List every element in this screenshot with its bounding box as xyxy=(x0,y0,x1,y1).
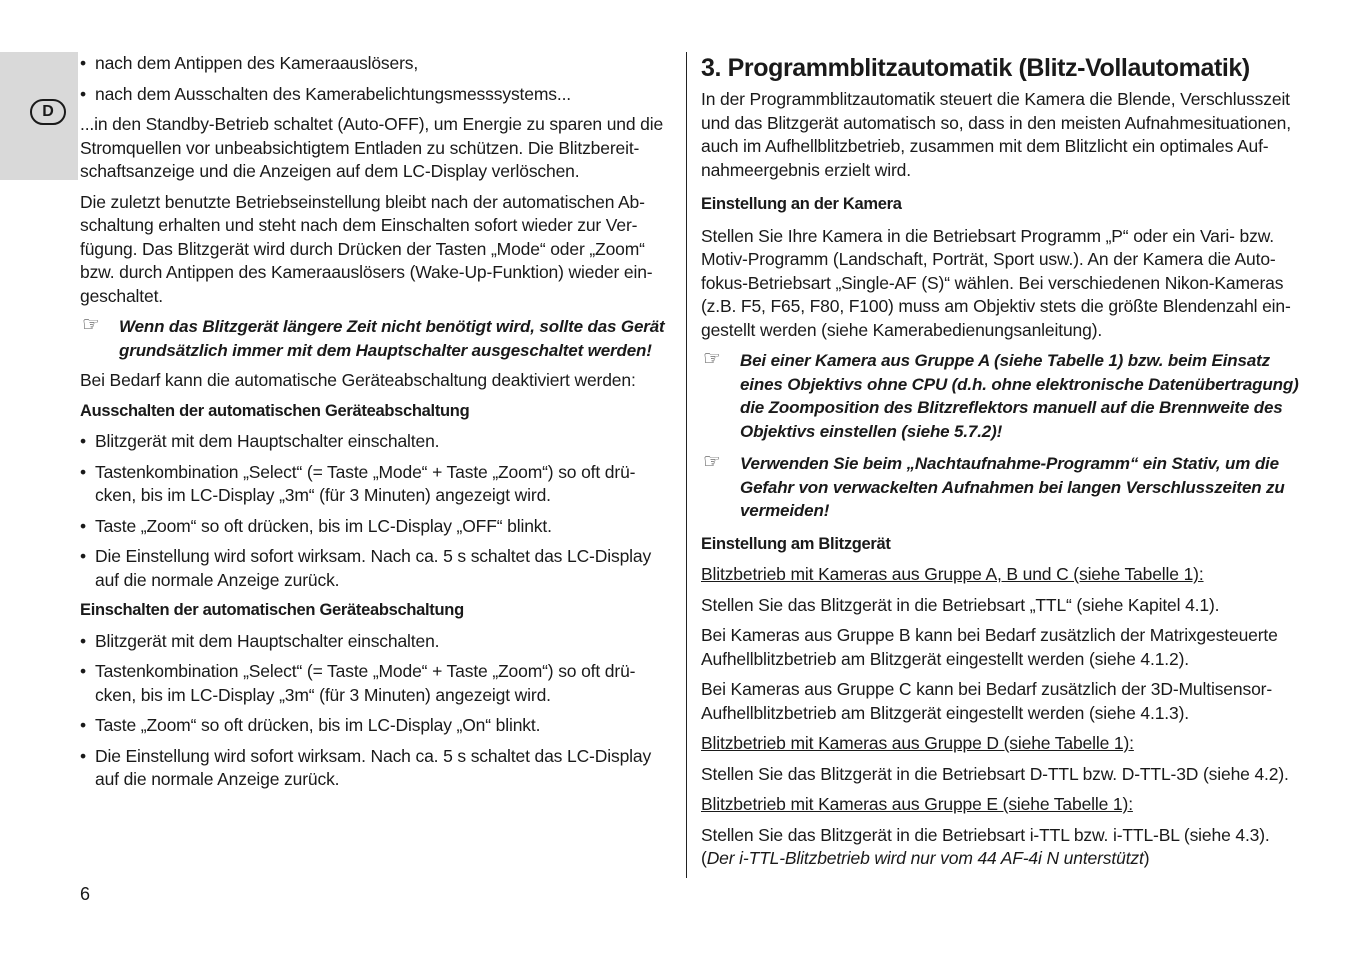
text-line: und das Blitzgerät automatisch so, dass in den meisten Aufnahmesituationen, xyxy=(701,112,1291,133)
on-step xyxy=(80,660,680,707)
text-line: (z.B. F5, F65, F80, F100) muss am Objektiv stets die größte Blendenzahl ein- xyxy=(701,296,1291,316)
text-line: nahmeergebnis erzielt wird. xyxy=(701,159,911,180)
hint-line: eines Objektivs ohne CPU (d.h. ohne elektronische Datenübertragung) xyxy=(740,374,1299,394)
text-line: Stellen Sie Ihre Kamera in die Betriebsart Programm „P“ oder ein Vari- bzw. xyxy=(701,225,1274,246)
left-column xyxy=(80,52,680,792)
text-line: Aufhellblitzbetrieb am Blitzgerät eingestellt werden (siehe 4.1.2). xyxy=(701,648,1189,669)
text-line: auch im Aufhellblitzbetrieb, zusammen mit dem Blitzlicht ein optimales Auf- xyxy=(701,136,1269,156)
on-step xyxy=(80,714,680,738)
language-badge: D xyxy=(30,99,66,125)
group-abc-heading: Blitzbetrieb mit Kameras aus Gruppe A, B und C (siehe Tabelle 1): xyxy=(701,564,1204,584)
settings-paragraph xyxy=(80,191,680,309)
text-line: Stromquellen vor unbeabsichtigtem Entladen zu schützen. Die Blitzbereit- xyxy=(80,137,640,158)
pointing-hand-icon: ☞ xyxy=(703,348,721,370)
hint-line: Bei einer Kamera aus Gruppe A (siehe Tabelle 1) bzw. beim Einsatz xyxy=(740,351,1271,370)
group-e-paragraph xyxy=(701,824,1306,871)
text-line: auf die normale Anzeige zurück. xyxy=(95,569,340,590)
text-line: Die zuletzt benutzte Betriebseinstellung bleibt nach der automatischen Ab- xyxy=(80,191,645,212)
text-line: fügung. Das Blitzgerät wird durch Drücken der Tasten „Mode“ oder „Zoom“ xyxy=(80,238,645,259)
hint-line: vermeiden! xyxy=(740,501,830,520)
text-line: ...in den Standby-Betrieb schaltet (Auto-OFF), um Energie zu sparen und die xyxy=(80,114,664,134)
hint-note xyxy=(701,349,1306,443)
text-line: Blitzgerät mit dem Hauptschalter einschalten. xyxy=(95,630,440,651)
text-line: In der Programmblitzautomatik steuert die Kamera die Blende, Verschlusszeit xyxy=(701,89,1290,109)
camera-paragraph xyxy=(701,225,1306,343)
text-line: schaltung erhalten und steht nach dem Einschalten sofort wieder zur Ver- xyxy=(80,215,638,235)
right-column xyxy=(701,52,1306,871)
text-line: Bei Kameras aus Gruppe B kann bei Bedarf zusätzlich der Matrixgesteuerte xyxy=(701,625,1278,645)
group-d-heading: Blitzbetrieb mit Kameras aus Gruppe D (siehe Tabelle 1): xyxy=(701,733,1134,753)
group-d-text: Stellen Sie das Blitzgerät in die Betriebsart D-TTL bzw. D-TTL-3D (siehe 4.2). xyxy=(701,763,1289,784)
hint-line: Objektivs einstellen (siehe 5.7.2)! xyxy=(740,421,1003,441)
text-line: auf die normale Anzeige zurück. xyxy=(95,769,340,789)
on-step xyxy=(80,630,680,654)
group-b-paragraph xyxy=(701,624,1306,671)
hint-line: Verwenden Sie beim „Nachtaufnahme-Programm“ ein Stativ, um die xyxy=(740,454,1279,473)
bedarf-text: Bei Bedarf kann die automatische Geräteabschaltung deaktiviert werden: xyxy=(80,370,636,390)
group-abc-text: Stellen Sie das Blitzgerät in die Betriebsart „TTL“ (siehe Kapitel 4.1). xyxy=(701,594,1220,615)
text-line: cken, bis im LC-Display „3m“ (für 3 Minuten) angezeigt wird. xyxy=(95,684,551,705)
text-line: • Die Einstellung wird sofort wirksam. Nach ca. 5 s schaltet das LC-Display xyxy=(95,745,652,766)
pointing-hand-icon: ☞ xyxy=(703,451,721,473)
text-line xyxy=(701,847,1306,871)
text-line: geschaltet. xyxy=(80,285,163,306)
intro-bullet: • nach dem Antippen des Kameraauslösers, xyxy=(80,52,680,76)
text-line: Motiv-Programm (Landschaft, Porträt, Sport usw.). An der Kamera die Auto- xyxy=(701,249,1276,269)
page-number: 6 xyxy=(80,884,90,904)
paren-close: ) xyxy=(1143,848,1150,868)
hint-line: Wenn das Blitzgerät längere Zeit nicht benötigt wird, sollte das Gerät xyxy=(119,317,665,336)
flash-heading: Einstellung am Blitzgerät xyxy=(701,534,891,553)
italic-note: Der i-TTL-Blitzbetrieb wird nur vom 44 AF-4i N unterstützt xyxy=(706,848,1144,868)
text-line: Aufhellblitzbetrieb am Blitzgerät eingestellt werden (siehe 4.1.3). xyxy=(701,702,1189,723)
hint-line: die Zoomposition des Blitzreflektors manuell auf die Brennweite des xyxy=(740,398,1283,417)
text-line: gestellt werden (siehe Kamerabedienungsanleitung). xyxy=(701,319,1103,340)
intro-bullet: • nach dem Ausschalten des Kamerabelichtungsmesssystems... xyxy=(80,83,680,107)
hint-line: grundsätzlich immer mit dem Hauptschalter ausgeschaltet werden! xyxy=(119,340,652,360)
paren-open: ( xyxy=(701,848,707,868)
text-line: fokus-Betriebsart „Single-AF (S)“ wählen. Bei verschiedenen Nikon-Kameras xyxy=(701,272,1284,293)
off-step xyxy=(80,545,680,592)
text-line: • Tastenkombination „Select“ (= Taste „Mode“ + Taste „Zoom“) so oft drü- xyxy=(95,461,636,482)
text-line: cken, bis im LC-Display „3m“ (für 3 Minuten) angezeigt wird. xyxy=(95,485,551,505)
text-line: bzw. durch Antippen des Kameraauslösers (Wake-Up-Funktion) wieder ein- xyxy=(80,262,653,282)
text-line: Taste „Zoom“ so oft drücken, bis im LC-Display „On“ blinkt. xyxy=(95,715,541,735)
off-heading: Ausschalten der automatischen Geräteabschaltung xyxy=(80,401,470,420)
section-title: 3. Programmblitzautomatik (Blitz-Vollautomatik) xyxy=(701,54,1250,82)
on-step xyxy=(80,745,680,792)
off-step xyxy=(80,461,680,508)
hint-note xyxy=(701,452,1306,523)
on-heading: Einschalten der automatischen Geräteabschaltung xyxy=(80,601,464,619)
text-line: Blitzgerät mit dem Hauptschalter einschalten. xyxy=(95,431,440,451)
hint-line: Gefahr von verwackelten Aufnahmen bei langen Verschlusszeiten zu xyxy=(740,477,1285,497)
text-line: Stellen Sie das Blitzgerät in die Betriebsart i-TTL bzw. i-TTL-BL (siehe 4.3). xyxy=(701,824,1270,845)
intro-paragraph xyxy=(701,88,1306,182)
text-line: Bei Kameras aus Gruppe C kann bei Bedarf zusätzlich der 3D-Multisensor- xyxy=(701,679,1273,699)
text-line: schaftsanzeige und die Anzeigen auf dem LC-Display verlöschen. xyxy=(80,161,580,181)
pointing-hand-icon: ☞ xyxy=(82,314,100,336)
hint-note xyxy=(80,315,680,362)
group-c-paragraph xyxy=(701,678,1306,725)
standby-paragraph xyxy=(80,113,680,184)
text-line: • Tastenkombination „Select“ (= Taste „Mode“ + Taste „Zoom“) so oft drü- xyxy=(95,661,636,681)
off-step xyxy=(80,515,680,539)
text-line: Taste „Zoom“ so oft drücken, bis im LC-Display „OFF“ blinkt. xyxy=(95,515,552,536)
column-divider xyxy=(686,52,687,878)
off-step xyxy=(80,430,680,454)
group-e-heading: Blitzbetrieb mit Kameras aus Gruppe E (siehe Tabelle 1): xyxy=(701,794,1133,814)
text-line: • Die Einstellung wird sofort wirksam. Nach ca. 5 s schaltet das LC-Display xyxy=(95,546,652,566)
camera-heading: Einstellung an der Kamera xyxy=(701,195,902,213)
